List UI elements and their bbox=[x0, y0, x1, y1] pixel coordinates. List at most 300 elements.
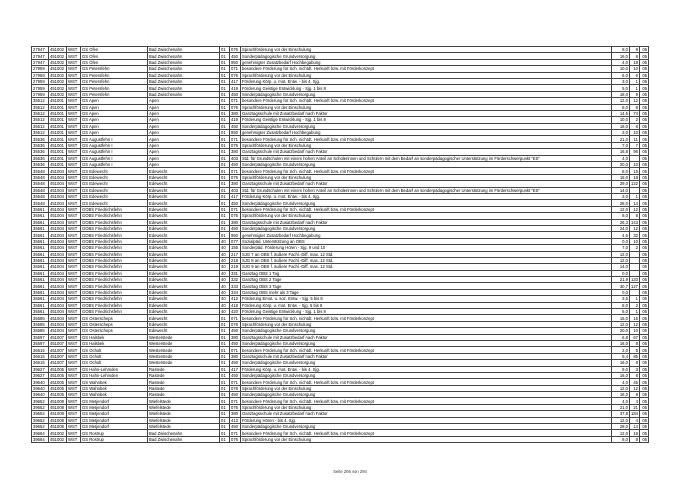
cell-feature-code: 077 bbox=[230, 238, 241, 244]
cell-region: WST bbox=[67, 187, 81, 193]
cell-description: Sprachförderung vor der Einschulung bbox=[241, 72, 612, 78]
cell-school-id: 35561 bbox=[32, 302, 49, 308]
cell-region: WST bbox=[67, 136, 81, 142]
cell-code: 05 bbox=[640, 245, 649, 251]
cell-hours: 20,0 bbox=[612, 162, 630, 168]
cell-hours: 21,0 bbox=[612, 136, 630, 142]
cell-feature-code: 076 bbox=[230, 213, 241, 219]
cell-type-code: 01 bbox=[220, 328, 230, 334]
cell-region: WST bbox=[67, 206, 81, 212]
cell-feature-code: 380 bbox=[230, 181, 241, 187]
cell-code: 05 bbox=[640, 328, 649, 334]
cell-district-code: 451001 bbox=[49, 104, 67, 110]
cell-district-code: 451002 bbox=[49, 59, 67, 65]
cell-count: 127 bbox=[631, 283, 638, 289]
cell-region: WST bbox=[67, 232, 81, 238]
cell-type-code: 40 bbox=[220, 277, 230, 283]
cell-code: 05 bbox=[640, 98, 649, 104]
cell-hours: 14,0 bbox=[612, 187, 630, 193]
cell-school-name: GOBS Friedrichsfehn bbox=[81, 296, 148, 302]
cell-count: 45 bbox=[630, 379, 640, 385]
cell-municipality: Rastede bbox=[148, 366, 220, 372]
cell-school-id: 35561 bbox=[32, 296, 49, 302]
cell-description: Förderung Körp. u. mot. Entw. - Sjg. 5 bis 8 bbox=[241, 302, 612, 308]
cell-district-code: 451004 bbox=[49, 277, 67, 283]
cell-feature-code: 450 bbox=[230, 91, 241, 97]
cell-feature-code: 413 bbox=[230, 417, 241, 423]
cell-description: Sprachförderung vor der Einschulung bbox=[241, 142, 612, 148]
cell-hours: 7,0 bbox=[612, 245, 630, 251]
cell-district-code: 451001 bbox=[49, 117, 67, 123]
cell-school-name: GS Hahn-Lehmden bbox=[81, 366, 148, 372]
cell-feature-code: 071 bbox=[230, 168, 241, 174]
cell-type-code: 01 bbox=[220, 232, 230, 238]
cell-feature-code: 950 bbox=[230, 232, 241, 238]
cell-school-name: GS Ocholt bbox=[81, 353, 148, 359]
cell-count: 10 bbox=[630, 130, 640, 136]
cell-description: Ganztag OBS 3 Tage bbox=[241, 283, 612, 289]
cell-code: 05 bbox=[640, 392, 649, 398]
cell-school-name: GS Metjendorf bbox=[81, 424, 148, 430]
cell-region: WST bbox=[67, 104, 81, 110]
cell-school-name: GS Augustfehn I bbox=[81, 162, 148, 168]
cell-region: WST bbox=[67, 225, 81, 231]
cell-region: WST bbox=[67, 328, 81, 334]
cell-district-code: 451004 bbox=[49, 245, 67, 251]
cell-description: genehmigter Zusatzbedarf Hochbegabung bbox=[241, 130, 612, 136]
cell-code: 05 bbox=[640, 110, 649, 116]
cell-code: 05 bbox=[640, 78, 649, 84]
cell-school-name: GS Halsbek bbox=[81, 334, 148, 340]
cell-code: 05 bbox=[640, 411, 649, 417]
cell-type-code: 40 bbox=[220, 257, 230, 263]
cell-municipality: Bad Zwischenahn bbox=[148, 78, 220, 84]
cell-code: 05 bbox=[640, 91, 649, 97]
cell-code: 05 bbox=[640, 193, 649, 199]
cell-region: WST bbox=[67, 78, 81, 84]
cell-code: 05 bbox=[640, 85, 649, 91]
cell-school-id: 35548 bbox=[32, 168, 49, 174]
cell-district-code: 451001 bbox=[49, 110, 67, 116]
cell-description: Förderung Körp. u. mot. Entw. - bis 4. Sjg. bbox=[241, 366, 612, 372]
cell-municipality: Wiefelstede bbox=[148, 424, 220, 430]
cell-municipality: Edewecht bbox=[148, 289, 220, 295]
cell-school-id: 35512 bbox=[32, 98, 49, 104]
cell-school-name: GOBS Friedrichsfehn bbox=[81, 277, 148, 283]
cell-region: WST bbox=[67, 53, 81, 59]
cell-region: WST bbox=[67, 309, 81, 315]
cell-school-id: 35536 bbox=[32, 155, 49, 161]
cell-region: WST bbox=[67, 321, 81, 327]
cell-district-code: 451007 bbox=[49, 334, 67, 340]
cell-description: Förderung Hören - bis 4. Sjg. bbox=[241, 417, 612, 423]
cell-type-code: 01 bbox=[220, 372, 230, 378]
cell-school-id: 35512 bbox=[32, 130, 49, 136]
cell-hours: 0,0 bbox=[612, 289, 630, 295]
cell-type-code: 01 bbox=[220, 104, 230, 110]
cell-school-id: 27959 bbox=[32, 91, 49, 97]
cell-feature-code: 071 bbox=[230, 136, 241, 142]
cell-hours: 24,0 bbox=[612, 225, 630, 231]
cell-description: besondere Förderung für Sch. nichtdt. Herkunft bzw. mit Förderkonzept bbox=[241, 379, 612, 385]
cell-school-name: GOBS Friedrichsfehn bbox=[81, 283, 148, 289]
cell-region: WST bbox=[67, 296, 81, 302]
cell-description: besondere Förderung für Sch. nichtdt. Herkunft bzw. mit Förderkonzept bbox=[241, 168, 612, 174]
cell-description: Sonderpädagogische Grundversorgung bbox=[241, 392, 612, 398]
cell-description: Std. für Grundschulen mit einem hohen Anteil an Schülerinnen und Schülern mit dem Bedarf an sonderpädagogischer Unterstützung im Förderschwerpunkt "ES" bbox=[241, 187, 612, 193]
cell-description: Sprachförderung vor der Einschulung bbox=[241, 321, 612, 327]
cell-hours: 12,0 bbox=[612, 430, 630, 436]
cell-district-code: 451008 bbox=[49, 411, 67, 417]
cell-hours: 37,8 bbox=[612, 411, 630, 417]
cell-description: Ganztagsschule mit Zusatzbedarf nach Faktor bbox=[241, 219, 612, 225]
cell-description: Förderung Körp. u. mot. Entw. - bis 4. Sjg. bbox=[241, 78, 612, 84]
cell-description: Sprachförderung vor der Einschulung bbox=[241, 213, 612, 219]
cell-code: 05 bbox=[640, 117, 649, 123]
cell-type-code: 01 bbox=[220, 72, 230, 78]
cell-count: 8 bbox=[630, 360, 640, 366]
cell-district-code: 451001 bbox=[49, 136, 67, 142]
cell-feature-code: 417 bbox=[230, 366, 241, 372]
cell-description: Sprachförderung vor der Einschulung bbox=[241, 385, 612, 391]
cell-district-code: 451008 bbox=[49, 404, 67, 410]
cell-code: 05 bbox=[640, 130, 649, 136]
cell-description: genehmigter Zusatzbedarf Hochbegabung bbox=[241, 232, 612, 238]
cell-municipality: Edewecht bbox=[148, 257, 220, 263]
cell-code: 05 bbox=[640, 321, 649, 327]
cell-description: besondere Förderung für Sch. nichtdt. Herkunft bzw. mit Förderkonzept bbox=[241, 136, 612, 142]
cell-municipality: Edewecht bbox=[148, 283, 220, 289]
cell-region: WST bbox=[67, 417, 81, 423]
cell-district-code: 451004 bbox=[49, 206, 67, 212]
cell-count: 74 bbox=[630, 110, 640, 116]
cell-description: Ganztag OBS mehr als 3 Tage bbox=[241, 289, 612, 295]
cell-school-id: 39664 bbox=[32, 430, 49, 436]
cell-type-code: 40 bbox=[220, 302, 230, 308]
cell-count: 4 bbox=[630, 417, 640, 423]
cell-description: Sonderpädagogische Grundversorgung bbox=[241, 360, 612, 366]
cell-code: 05 bbox=[640, 424, 649, 430]
cell-school-name: GS Augustfehn I bbox=[81, 149, 148, 155]
cell-description: SJG 9 an OBS f. äußere Fachl.-Diff. max. 12 Std. bbox=[241, 264, 612, 270]
cell-feature-code: 380 bbox=[230, 334, 241, 340]
cell-school-id: 27947 bbox=[32, 47, 49, 53]
cell-municipality: Apen bbox=[148, 155, 220, 161]
cell-count: 8 bbox=[630, 123, 640, 129]
cell-district-code: 451004 bbox=[49, 225, 67, 231]
cell-count: 10 bbox=[630, 66, 640, 72]
cell-hours: 28,0 bbox=[612, 200, 630, 206]
cell-region: WST bbox=[67, 142, 81, 148]
cell-feature-code: 450 bbox=[230, 328, 241, 334]
cell-school-id: 35536 bbox=[32, 142, 49, 148]
cell-region: WST bbox=[67, 430, 81, 436]
cell-description: besondere Förderung für Sch. nichtdt. Herkunft bzw. mit Förderkonzept bbox=[241, 430, 612, 436]
cell-municipality: Bad Zwischenahn bbox=[148, 59, 220, 65]
cell-hours: 30,7 bbox=[612, 283, 630, 289]
cell-hours: 10,0 bbox=[612, 117, 630, 123]
cell-region: WST bbox=[67, 193, 81, 199]
cell-type-code: 01 bbox=[220, 430, 230, 436]
cell-school-name: GS Petersfehn bbox=[81, 66, 148, 72]
cell-school-name: GS Petersfehn bbox=[81, 85, 148, 91]
cell-type-code: 01 bbox=[220, 379, 230, 385]
cell-municipality: Bad Zwischenahn bbox=[148, 47, 220, 53]
cell-count: 8 bbox=[630, 213, 640, 219]
cell-code: 05 bbox=[640, 59, 649, 65]
cell-type-code: 01 bbox=[220, 334, 230, 340]
cell-school-id: 35536 bbox=[32, 162, 49, 168]
cell-type-code: 01 bbox=[220, 353, 230, 359]
cell-district-code: 451004 bbox=[49, 219, 67, 225]
cell-region: WST bbox=[67, 130, 81, 136]
cell-district-code: 451002 bbox=[49, 78, 67, 84]
cell-school-name: GS Petersfehn bbox=[81, 72, 148, 78]
cell-description: Förderung Geistige Entwicklung - Sjg. 1 bis 8 bbox=[241, 117, 612, 123]
cell-count: 85 bbox=[630, 353, 640, 359]
cell-hours: 3,5 bbox=[612, 296, 630, 302]
cell-region: WST bbox=[67, 85, 81, 91]
cell-type-code: 01 bbox=[220, 315, 230, 321]
cell-hours: 16,0 bbox=[612, 360, 630, 366]
cell-school-id: 35512 bbox=[32, 123, 49, 129]
cell-district-code: 451004 bbox=[49, 264, 67, 270]
cell-region: WST bbox=[67, 289, 81, 295]
cell-municipality: Apen bbox=[148, 136, 220, 142]
cell-type-code: 01 bbox=[220, 78, 230, 84]
cell-hours: 8,0 bbox=[612, 436, 630, 442]
cell-school-id: 35512 bbox=[32, 110, 49, 116]
cell-hours: 12,0 bbox=[612, 206, 630, 212]
cell-description: Sonderpädagogische Grundversorgung bbox=[241, 424, 612, 430]
cell-municipality: Edewecht bbox=[148, 251, 220, 257]
cell-description: Sonderpädagogische Grundversorgung bbox=[241, 328, 612, 334]
cell-municipality: Bad Zwischenahn bbox=[148, 66, 220, 72]
cell-feature-code: 218 bbox=[230, 257, 241, 263]
cell-hours: 12,0 bbox=[612, 321, 630, 327]
cell-code: 05 bbox=[640, 187, 649, 193]
cell-school-name: GS Osterscheps bbox=[81, 315, 148, 321]
cell-district-code: 451008 bbox=[49, 398, 67, 404]
cell-school-id: 39652 bbox=[32, 424, 49, 430]
cell-district-code: 451004 bbox=[49, 315, 67, 321]
cell-type-code: 01 bbox=[220, 59, 230, 65]
cell-municipality: Bad Zwischenahn bbox=[148, 72, 220, 78]
cell-description: Ganztag OBS 1 Tag bbox=[241, 270, 612, 276]
cell-district-code: 451002 bbox=[49, 66, 67, 72]
cell-district-code: 451001 bbox=[49, 162, 67, 168]
cell-municipality: Edewecht bbox=[148, 193, 220, 199]
cell-count: 67 bbox=[630, 334, 640, 340]
cell-school-name: GOBS Friedrichsfehn bbox=[81, 206, 148, 212]
cell-school-name: GOBS Friedrichsfehn bbox=[81, 264, 148, 270]
cell-code: 05 bbox=[640, 302, 649, 308]
cell-hours: 9,4 bbox=[612, 353, 630, 359]
cell-code: 05 bbox=[640, 277, 649, 283]
cell-hours: 21,0 bbox=[612, 404, 630, 410]
cell-district-code: 451007 bbox=[49, 353, 67, 359]
cell-school-id: 36615 bbox=[32, 353, 49, 359]
cell-hours: 28,0 bbox=[612, 424, 630, 430]
cell-region: WST bbox=[67, 436, 81, 442]
cell-district-code: 451001 bbox=[49, 142, 67, 148]
cell-description: Sonderpädagogische Grundversorgung bbox=[241, 91, 612, 97]
cell-count: 12 bbox=[630, 225, 640, 231]
cell-school-name: GS Edewecht bbox=[81, 181, 148, 187]
cell-school-name: GOBS Friedrichsfehn bbox=[81, 213, 148, 219]
cell-type-code: 40 bbox=[220, 296, 230, 302]
cell-district-code: 451005 bbox=[49, 366, 67, 372]
cell-hours: 3,0 bbox=[612, 130, 630, 136]
cell-feature-code: 076 bbox=[230, 436, 241, 442]
cell-municipality: Westerstede bbox=[148, 347, 220, 353]
cell-municipality: Edewecht bbox=[148, 245, 220, 251]
cell-count: 8 bbox=[630, 372, 640, 378]
cell-region: WST bbox=[67, 91, 81, 97]
cell-region: WST bbox=[67, 213, 81, 219]
cell-school-id: 39640 bbox=[32, 385, 49, 391]
cell-school-id: 27959 bbox=[32, 66, 49, 72]
cell-code: 05 bbox=[640, 174, 649, 180]
cell-district-code: 451007 bbox=[49, 360, 67, 366]
cell-type-code: 01 bbox=[220, 110, 230, 116]
cell-code: 05 bbox=[640, 309, 649, 315]
cell-feature-code: 076 bbox=[230, 47, 241, 53]
cell-description: besondere Förderung für Sch. nichtdt. Herkunft bzw. mit Förderkonzept bbox=[241, 206, 612, 212]
cell-district-code: 451005 bbox=[49, 392, 67, 398]
cell-school-name: GS Apen bbox=[81, 104, 148, 110]
cell-district-code: 451008 bbox=[49, 417, 67, 423]
cell-type-code: 01 bbox=[220, 187, 230, 193]
cell-count: 18 bbox=[630, 59, 640, 65]
cell-hours: 16,0 bbox=[612, 340, 630, 346]
cell-feature-code: 076 bbox=[230, 142, 241, 148]
cell-school-id: 35512 bbox=[32, 117, 49, 123]
cell-type-code: 01 bbox=[220, 398, 230, 404]
cell-school-id: 35597 bbox=[32, 340, 49, 346]
cell-feature-code: 076 bbox=[230, 321, 241, 327]
cell-municipality: Apen bbox=[148, 162, 220, 168]
cell-feature-code: 331 bbox=[230, 270, 241, 276]
cell-count: 1 bbox=[630, 193, 640, 199]
cell-hours: 15,0 bbox=[612, 315, 630, 321]
cell-region: WST bbox=[67, 257, 81, 263]
cell-feature-code: 076 bbox=[230, 404, 241, 410]
cell-description: besondere Förderung für Sch. nichtdt. Herkunft bzw. mit Förderkonzept bbox=[241, 347, 612, 353]
cell-region: WST bbox=[67, 424, 81, 430]
cell-feature-code: 450 bbox=[230, 123, 241, 129]
cell-feature-code: 403 bbox=[230, 187, 241, 193]
cell-code: 05 bbox=[640, 219, 649, 225]
cell-school-name: GS Ocholt bbox=[81, 347, 148, 353]
cell-school-name: GS Edewecht bbox=[81, 174, 148, 180]
cell-school-name: GS Hahn-Lehmden bbox=[81, 372, 148, 378]
cell-school-id: 35548 bbox=[32, 200, 49, 206]
cell-hours: 3,0 bbox=[612, 78, 630, 84]
cell-district-code: 451004 bbox=[49, 200, 67, 206]
cell-municipality: Edewecht bbox=[148, 321, 220, 327]
cell-type-code: 01 bbox=[220, 404, 230, 410]
cell-feature-code: 071 bbox=[230, 347, 241, 353]
cell-district-code: 451004 bbox=[49, 232, 67, 238]
cell-code: 05 bbox=[640, 404, 649, 410]
cell-feature-code: 071 bbox=[230, 379, 241, 385]
cell-school-name: GS Halsbek bbox=[81, 340, 148, 346]
cell-type-code: 01 bbox=[220, 340, 230, 346]
cell-municipality: Apen bbox=[148, 123, 220, 129]
cell-school-name: GS Wahnbek bbox=[81, 379, 148, 385]
cell-region: WST bbox=[67, 162, 81, 168]
cell-feature-code: 071 bbox=[230, 315, 241, 321]
cell-municipality: Edewecht bbox=[148, 225, 220, 231]
cell-count: 10 bbox=[630, 238, 640, 244]
cell-school-name: GS Ofen bbox=[81, 47, 148, 53]
cell-school-id: 35561 bbox=[32, 245, 49, 251]
cell-district-code: 451005 bbox=[49, 372, 67, 378]
cell-school-id: 35585 bbox=[32, 328, 49, 334]
cell-feature-code: 450 bbox=[230, 424, 241, 430]
cell-hours: 7,0 bbox=[612, 142, 630, 148]
cell-school-id: 39652 bbox=[32, 411, 49, 417]
cell-feature-code: 417 bbox=[230, 193, 241, 199]
cell-hours: 21,9 bbox=[612, 277, 630, 283]
cell-school-name: GOBS Friedrichsfehn bbox=[81, 219, 148, 225]
data-table bbox=[31, 46, 649, 443]
cell-hours: 6,0 bbox=[612, 72, 630, 78]
cell-feature-code: 380 bbox=[230, 219, 241, 225]
cell-district-code: 451004 bbox=[49, 213, 67, 219]
cell-region: WST bbox=[67, 411, 81, 417]
cell-hours: 8,0 bbox=[612, 213, 630, 219]
cell-description: Sozialpäd. Unterstützung an OBS bbox=[241, 238, 612, 244]
cell-count: 8 bbox=[630, 47, 640, 53]
cell-type-code: 01 bbox=[220, 130, 230, 136]
cell-hours: 5,0 bbox=[612, 85, 630, 91]
cell-municipality: Edewecht bbox=[148, 270, 220, 276]
cell-municipality: Bad Zwischenahn bbox=[148, 436, 220, 442]
cell-district-code: 451004 bbox=[49, 321, 67, 327]
cell-region: WST bbox=[67, 340, 81, 346]
cell-school-name: GOBS Friedrichsfehn bbox=[81, 238, 148, 244]
cell-district-code: 451004 bbox=[49, 270, 67, 276]
cell-hours: 8,0 bbox=[612, 302, 630, 308]
cell-description: Förderung Geistige Entwicklung - Sjg. 1 bis 8 bbox=[241, 85, 612, 91]
cell-district-code: 451004 bbox=[49, 251, 67, 257]
cell-description: Sonderpädagogische Grundversorgung bbox=[241, 225, 612, 231]
cell-type-code: 01 bbox=[220, 417, 230, 423]
cell-code: 05 bbox=[640, 104, 649, 110]
cell-hours: 0,0 bbox=[612, 238, 630, 244]
cell-region: WST bbox=[67, 392, 81, 398]
cell-region: WST bbox=[67, 334, 81, 340]
cell-type-code: 01 bbox=[220, 200, 230, 206]
cell-district-code: 451001 bbox=[49, 149, 67, 155]
cell-school-name: GS Petersfehn bbox=[81, 91, 148, 97]
cell-district-code: 451002 bbox=[49, 91, 67, 97]
cell-count: 21 bbox=[630, 404, 640, 410]
cell-count: 2 bbox=[630, 245, 640, 251]
cell-count: 14 bbox=[630, 424, 640, 430]
cell-type-code: 01 bbox=[220, 149, 230, 155]
cell-code: 05 bbox=[640, 398, 649, 404]
cell-feature-code: 071 bbox=[230, 98, 241, 104]
cell-code: 05 bbox=[640, 379, 649, 385]
cell-region: WST bbox=[67, 59, 81, 65]
cell-hours: 10,0 bbox=[612, 66, 630, 72]
cell-code: 05 bbox=[640, 264, 649, 270]
cell-description: besondere Förderung für Sch. nichtdt. Herkunft bzw. mit Förderkonzept bbox=[241, 398, 612, 404]
cell-type-code: 01 bbox=[220, 85, 230, 91]
